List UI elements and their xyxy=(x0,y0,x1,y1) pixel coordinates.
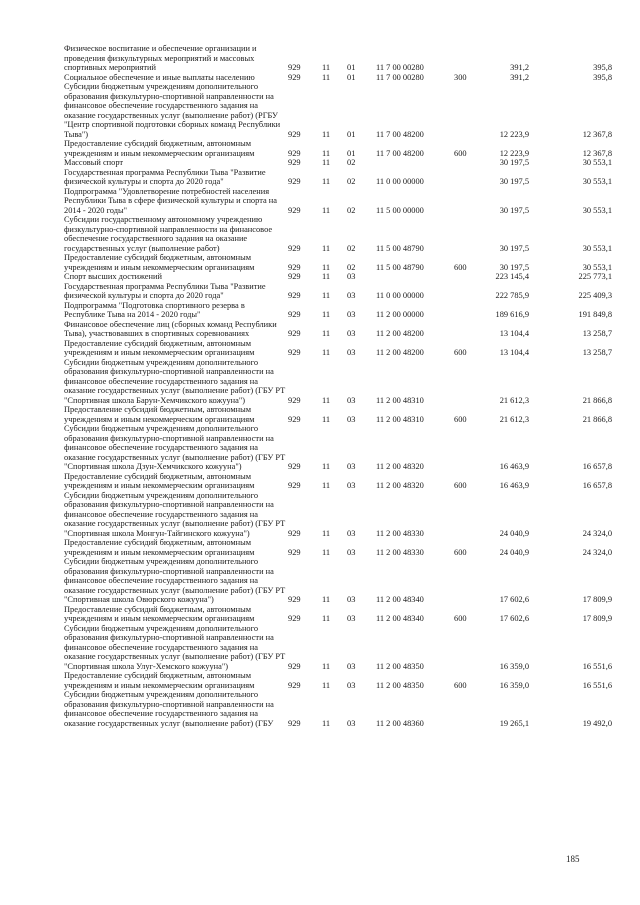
table-row xyxy=(0,253,640,272)
row-target-article-code: 11 2 00 48310 xyxy=(376,414,424,424)
row-target-article-code: 11 2 00 48200 xyxy=(376,329,424,338)
row-target-article-code: 11 2 00 48320 xyxy=(376,481,424,490)
row-grbs-code: 929 xyxy=(288,291,301,300)
table-row xyxy=(0,272,640,282)
row-amount-year-2: 21 866,8 xyxy=(582,414,612,424)
row-description: Финансовое обеспечение лиц (сборных команд Республики Тыва), участвовавших в спортивных соревнованиях xyxy=(64,319,277,338)
row-section-code: 11 xyxy=(322,661,331,671)
row-target-article-code: 11 2 00 48360 xyxy=(376,718,424,728)
table-row xyxy=(0,358,640,406)
row-amount-year-2: 225 773,1 xyxy=(578,272,612,281)
row-grbs-code: 929 xyxy=(288,595,301,604)
row-grbs-code: 929 xyxy=(288,395,301,405)
row-grbs-code: 929 xyxy=(288,348,301,357)
row-amount-year-2: 16 551,6 xyxy=(582,661,612,671)
row-subsection-code: 02 xyxy=(347,158,356,167)
row-grbs-code: 929 xyxy=(288,614,301,623)
row-subsection-code: 02 xyxy=(347,205,356,215)
row-amount-year-1: 16 463,9 xyxy=(499,462,529,471)
table-row xyxy=(0,301,640,320)
row-amount-year-1: 12 223,9 xyxy=(499,129,529,139)
row-grbs-code: 929 xyxy=(288,310,301,319)
row-amount-year-1: 13 104,4 xyxy=(499,329,529,338)
row-section-code: 11 xyxy=(322,129,331,139)
table-row xyxy=(0,187,640,216)
row-subsection-code: 03 xyxy=(347,528,356,538)
row-section-code: 11 xyxy=(322,148,331,158)
row-amount-year-2: 30 553,1 xyxy=(582,158,612,167)
row-grbs-code: 929 xyxy=(288,661,301,671)
table-row xyxy=(0,339,640,358)
row-target-article-code: 11 7 00 48200 xyxy=(376,129,424,139)
row-section-code: 11 xyxy=(322,272,331,281)
row-target-article-code: 11 2 00 48350 xyxy=(376,680,424,690)
row-subsection-code: 03 xyxy=(347,614,356,623)
row-subsection-code: 01 xyxy=(347,148,356,158)
row-target-article-code: 11 2 00 48310 xyxy=(376,395,424,405)
row-section-code: 11 xyxy=(322,595,331,604)
row-subsection-code: 03 xyxy=(347,329,356,338)
row-target-article-code: 11 0 00 00000 xyxy=(376,177,424,186)
row-description: Государственная программа Республики Тыва "Развитие физической культуры и спорта до 2020 года" xyxy=(64,167,266,186)
budget-table xyxy=(0,44,640,728)
row-target-article-code: 11 2 00 48330 xyxy=(376,547,424,557)
row-amount-year-1: 17 602,6 xyxy=(499,595,529,604)
row-description: Подпрограмма "Подготовка спортивного резерва в Республике Тыва на 2014 - 2020 годы" xyxy=(64,300,245,319)
row-expense-type-code: 600 xyxy=(454,414,467,424)
row-amount-year-2: 30 553,1 xyxy=(582,243,612,253)
row-amount-year-1: 30 197,5 xyxy=(499,205,529,215)
row-expense-type-code: 600 xyxy=(454,148,467,158)
table-row xyxy=(0,557,640,605)
row-amount-year-1: 13 104,4 xyxy=(499,348,529,357)
row-amount-year-2: 12 367,8 xyxy=(582,148,612,158)
row-section-code: 11 xyxy=(322,72,331,82)
row-grbs-code: 929 xyxy=(288,547,301,557)
row-amount-year-1: 12 223,9 xyxy=(499,148,529,158)
row-description: Субсидии бюджетным учреждениям дополнительного образования физкультурно-спортивной направленности на финансовое обеспечение государственного задания на оказание государственных услуг (выполнение работ) (ГБУ РТ "Спортивная школа Барун-Хемчикского кожууна") xyxy=(64,357,286,405)
row-expense-type-code: 300 xyxy=(454,72,467,82)
row-grbs-code: 929 xyxy=(288,129,301,139)
row-grbs-code: 929 xyxy=(288,414,301,424)
row-amount-year-1: 30 197,5 xyxy=(499,158,529,167)
row-subsection-code: 02 xyxy=(347,243,356,253)
row-section-code: 11 xyxy=(322,177,331,186)
row-subsection-code: 03 xyxy=(347,661,356,671)
row-amount-year-2: 16 551,6 xyxy=(582,680,612,690)
row-grbs-code: 929 xyxy=(288,462,301,471)
row-amount-year-1: 21 612,3 xyxy=(499,414,529,424)
table-row xyxy=(0,320,640,339)
row-section-code: 11 xyxy=(322,243,331,253)
row-target-article-code: 11 5 00 00000 xyxy=(376,205,424,215)
row-amount-year-1: 16 463,9 xyxy=(499,481,529,490)
row-grbs-code: 929 xyxy=(288,262,301,272)
row-description: Предоставление субсидий бюджетным, автономным учреждениям и иным некоммерческим организациям xyxy=(64,139,255,158)
table-row xyxy=(0,491,640,539)
row-expense-type-code: 600 xyxy=(454,262,467,272)
row-section-code: 11 xyxy=(322,462,331,471)
row-description: Подпрограмма "Удовлетворение потребностей населения Республики Тыва в сфере физической культуры и спорта на 2014 - 2020 годы" xyxy=(64,186,277,215)
row-section-code: 11 xyxy=(322,291,331,300)
row-amount-year-2: 17 809,9 xyxy=(582,614,612,623)
row-grbs-code: 929 xyxy=(288,243,301,253)
row-grbs-code: 929 xyxy=(288,481,301,490)
table-row xyxy=(0,82,640,139)
row-expense-type-code: 600 xyxy=(454,680,467,690)
row-amount-year-2: 30 553,1 xyxy=(582,177,612,186)
row-amount-year-2: 16 657,8 xyxy=(582,481,612,490)
row-subsection-code: 03 xyxy=(347,414,356,424)
row-amount-year-1: 21 612,3 xyxy=(499,395,529,405)
row-description: Предоставление субсидий бюджетным, автономным учреждениям и иным некоммерческим организациям xyxy=(64,471,255,490)
table-row xyxy=(0,73,640,83)
row-amount-year-1: 19 265,1 xyxy=(499,718,529,728)
row-description: Предоставление субсидий бюджетным, автономным учреждениям и иным некоммерческим организациям xyxy=(64,405,255,424)
row-description: Субсидии бюджетным учреждениям дополнительного образования физкультурно-спортивной направленности на финансовое обеспечение государственного задания на оказание государственных услуг (выполнение работ) (ГБУ РТ "Спортивная школа Овюрского кожууна") xyxy=(64,557,286,604)
row-subsection-code: 03 xyxy=(347,481,356,490)
row-expense-type-code: 600 xyxy=(454,481,467,490)
row-amount-year-2: 30 553,1 xyxy=(582,205,612,215)
row-section-code: 11 xyxy=(322,348,331,357)
row-subsection-code: 03 xyxy=(347,272,356,281)
row-amount-year-2: 24 324,0 xyxy=(582,547,612,557)
row-grbs-code: 929 xyxy=(288,680,301,690)
row-grbs-code: 929 xyxy=(288,158,301,167)
row-amount-year-2: 13 258,7 xyxy=(582,348,612,357)
row-section-code: 11 xyxy=(322,63,331,72)
row-amount-year-1: 16 359,0 xyxy=(499,680,529,690)
row-target-article-code: 11 7 00 00280 xyxy=(376,63,424,72)
row-target-article-code: 11 2 00 48320 xyxy=(376,462,424,471)
table-row xyxy=(0,168,640,187)
row-section-code: 11 xyxy=(322,547,331,557)
row-amount-year-1: 391,2 xyxy=(510,63,529,72)
row-target-article-code: 11 2 00 48350 xyxy=(376,661,424,671)
row-description: Предоставление субсидий бюджетным, автономным учреждениям и иным некоммерческим организациям xyxy=(64,253,255,272)
row-section-code: 11 xyxy=(322,158,331,167)
row-target-article-code: 11 2 00 00000 xyxy=(376,310,424,319)
row-target-article-code: 11 2 00 48330 xyxy=(376,528,424,538)
row-amount-year-2: 13 258,7 xyxy=(582,329,612,338)
row-target-article-code: 11 2 00 48340 xyxy=(376,595,424,604)
row-amount-year-2: 395,8 xyxy=(593,63,612,72)
row-amount-year-1: 30 197,5 xyxy=(499,177,529,186)
row-target-article-code: 11 5 00 48790 xyxy=(376,262,424,272)
row-description: Предоставление субсидий бюджетным, автономным учреждениям и иным некоммерческим организациям xyxy=(64,671,255,690)
row-subsection-code: 03 xyxy=(347,595,356,604)
row-description: Физическое воспитание и обеспечение организации и проведения физкультурных мероприятий и массовых спортивных мероприятий xyxy=(64,44,257,72)
row-subsection-code: 03 xyxy=(347,310,356,319)
row-expense-type-code: 600 xyxy=(454,348,467,357)
row-target-article-code: 11 2 00 48340 xyxy=(376,614,424,623)
row-section-code: 11 xyxy=(322,718,331,728)
row-subsection-code: 02 xyxy=(347,177,356,186)
row-target-article-code: 11 2 00 48200 xyxy=(376,348,424,357)
row-subsection-code: 01 xyxy=(347,129,356,139)
row-grbs-code: 929 xyxy=(288,272,301,281)
page-number: 185 xyxy=(566,854,580,864)
row-description: Субсидии государственному автономному учреждению физкультурно-спортивной направленности на финансовое обеспечение государственного задания на оказание государственных услуг (выполнение работ) xyxy=(64,215,273,253)
row-amount-year-1: 222 785,9 xyxy=(495,291,529,300)
row-amount-year-2: 21 866,8 xyxy=(582,395,612,405)
table-row xyxy=(0,671,640,690)
row-section-code: 11 xyxy=(322,262,331,272)
row-amount-year-1: 17 602,6 xyxy=(499,614,529,623)
row-amount-year-2: 225 409,3 xyxy=(578,291,612,300)
table-row xyxy=(0,472,640,491)
table-row xyxy=(0,405,640,424)
row-description: Субсидии бюджетным учреждениям дополнительного образования физкультурно-спортивной направленности на финансовое обеспечение государственного задания на оказание государственных услуг (выполнение работ) (РГБУ "Центр спортивной подготовки сборных команд Республики Тыва") xyxy=(64,82,281,139)
row-amount-year-2: 191 849,8 xyxy=(578,310,612,319)
row-grbs-code: 929 xyxy=(288,72,301,82)
row-section-code: 11 xyxy=(322,528,331,538)
row-expense-type-code: 600 xyxy=(454,614,467,623)
row-grbs-code: 929 xyxy=(288,528,301,538)
row-grbs-code: 929 xyxy=(288,148,301,158)
row-subsection-code: 03 xyxy=(347,547,356,557)
row-amount-year-2: 395,8 xyxy=(593,72,612,82)
row-subsection-code: 03 xyxy=(347,718,356,728)
row-subsection-code: 03 xyxy=(347,680,356,690)
row-subsection-code: 02 xyxy=(347,262,356,272)
row-description: Спорт высших достижений xyxy=(64,272,162,281)
table-row xyxy=(0,690,640,728)
row-section-code: 11 xyxy=(322,481,331,490)
row-description: Государственная программа Республики Тыва "Развитие физической культуры и спорта до 2020 года" xyxy=(64,281,266,300)
row-subsection-code: 01 xyxy=(347,63,356,72)
row-section-code: 11 xyxy=(322,680,331,690)
row-description: Субсидии бюджетным учреждениям дополнительного образования физкультурно-спортивной направленности на финансовое обеспечение государственного задания на оказание государственных услуг (выполнение работ) (ГБУ РТ "Спортивная школа Монгун-Тайгинского кожууна") xyxy=(64,490,286,538)
row-subsection-code: 03 xyxy=(347,348,356,357)
row-amount-year-1: 391,2 xyxy=(510,72,529,82)
row-amount-year-2: 17 809,9 xyxy=(582,595,612,604)
row-description: Субсидии бюджетным учреждениям дополнительного образования физкультурно-спортивной направленности на финансовое обеспечение государственного задания на оказание государственных услуг (выполнение работ) (ГБУ РТ "Спортивная школа Дзун-Хемчикского кожууна") xyxy=(64,424,286,471)
row-grbs-code: 929 xyxy=(288,205,301,215)
row-subsection-code: 03 xyxy=(347,395,356,405)
row-amount-year-2: 30 553,1 xyxy=(582,262,612,272)
row-amount-year-1: 223 145,4 xyxy=(495,272,529,281)
table-row xyxy=(0,605,640,624)
row-amount-year-1: 30 197,5 xyxy=(499,243,529,253)
table-row xyxy=(0,139,640,158)
row-description: Социальное обеспечение и иные выплаты населению xyxy=(64,72,255,82)
row-grbs-code: 929 xyxy=(288,63,301,72)
row-description: Массовый спорт xyxy=(64,158,124,167)
row-target-article-code: 11 5 00 48790 xyxy=(376,243,424,253)
row-description: Предоставление субсидий бюджетным, автономным учреждениям и иным некоммерческим организациям xyxy=(64,538,255,557)
row-subsection-code: 03 xyxy=(347,291,356,300)
table-row xyxy=(0,282,640,301)
row-section-code: 11 xyxy=(322,310,331,319)
row-grbs-code: 929 xyxy=(288,718,301,728)
row-amount-year-2: 12 367,8 xyxy=(582,129,612,139)
row-target-article-code: 11 7 00 48200 xyxy=(376,148,424,158)
table-row xyxy=(0,424,640,472)
row-amount-year-2: 19 492,0 xyxy=(582,718,612,728)
row-amount-year-1: 24 040,9 xyxy=(499,528,529,538)
row-expense-type-code: 600 xyxy=(454,547,467,557)
row-section-code: 11 xyxy=(322,329,331,338)
table-row xyxy=(0,624,640,672)
row-target-article-code: 11 0 00 00000 xyxy=(376,291,424,300)
row-target-article-code: 11 7 00 00280 xyxy=(376,72,424,82)
row-amount-year-1: 30 197,5 xyxy=(499,262,529,272)
row-section-code: 11 xyxy=(322,614,331,623)
row-grbs-code: 929 xyxy=(288,177,301,186)
row-description: Субсидии бюджетным учреждениям дополнительного образования физкультурно-спортивной направленности на финансовое обеспечение государственного задания на оказание государственных услуг (выполнение работ) (ГБУ xyxy=(64,690,274,728)
row-description: Субсидии бюджетным учреждениям дополнительного образования физкультурно-спортивной направленности на финансовое обеспечение государственного задания на оказание государственных услуг (выполнение работ) (ГБУ РТ "Спортивная школа Улуг-Хемского кожууна") xyxy=(64,623,286,671)
table-row xyxy=(0,215,640,253)
row-amount-year-2: 16 657,8 xyxy=(582,462,612,471)
row-subsection-code: 01 xyxy=(347,72,356,82)
row-section-code: 11 xyxy=(322,414,331,424)
row-section-code: 11 xyxy=(322,205,331,215)
row-amount-year-1: 189 616,9 xyxy=(495,310,529,319)
row-grbs-code: 929 xyxy=(288,329,301,338)
row-description: Предоставление субсидий бюджетным, автономным учреждениям и иным некоммерческим организациям xyxy=(64,604,255,623)
row-section-code: 11 xyxy=(322,395,331,405)
row-amount-year-1: 16 359,0 xyxy=(499,661,529,671)
row-description: Предоставление субсидий бюджетным, автономным учреждениям и иным некоммерческим организациям xyxy=(64,338,255,357)
table-row xyxy=(0,538,640,557)
table-row xyxy=(0,44,640,73)
row-amount-year-1: 24 040,9 xyxy=(499,547,529,557)
table-row xyxy=(0,158,640,168)
row-amount-year-2: 24 324,0 xyxy=(582,528,612,538)
row-subsection-code: 03 xyxy=(347,462,356,471)
